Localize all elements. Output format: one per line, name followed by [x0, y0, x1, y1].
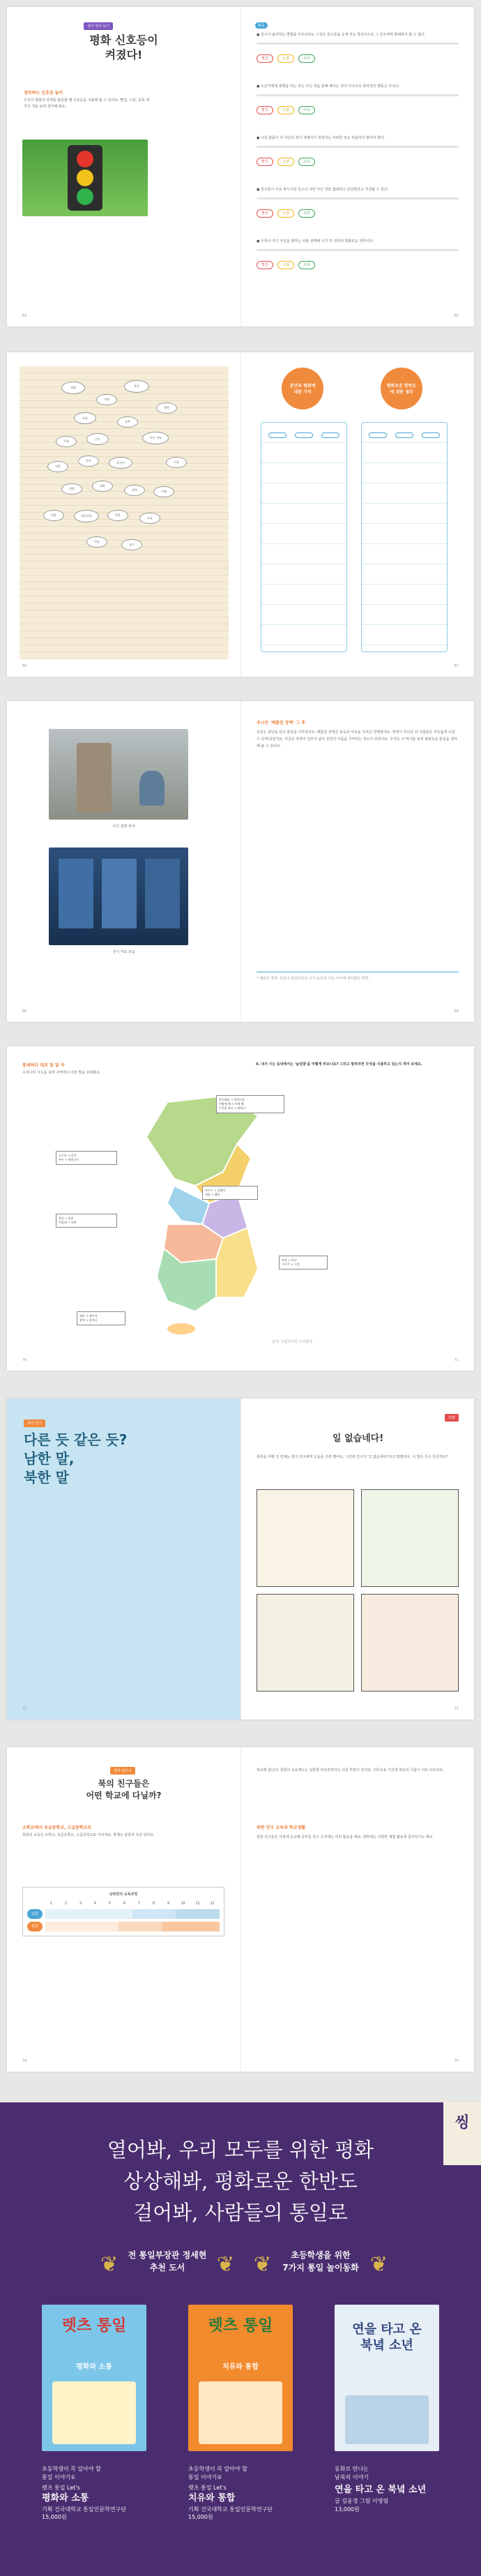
page-number: 66 [22, 664, 27, 668]
yellow-light-icon [77, 170, 93, 186]
word-bubble: 평화 [61, 382, 85, 394]
book-cover-subtitle: 치유와 통합 [222, 2363, 259, 2371]
dialect-box: 맛이에요 → 맛있어요 어떻게 해 → 어케 해 무엇을 하니 → 뭐하니 [216, 1095, 284, 1113]
photo-caption: 전시 자료 모습 [112, 950, 135, 954]
exhibit-panel [102, 859, 137, 928]
comic-panel [257, 1489, 354, 1587]
word-bubble: 분단 [78, 455, 99, 467]
dialect-box: 제주 → 제주어 할망 → 할머니 [77, 1311, 125, 1325]
grade-row [44, 1901, 220, 1907]
word-bubble: 통일 [124, 380, 149, 393]
body-text: 우리나라 지도를 보며 지역마다 다른 말을 살펴봐요. [22, 1071, 101, 1075]
word-bubble: 놀이 [121, 539, 142, 550]
book-price: 15,000원 [42, 2514, 67, 2521]
choice-row [257, 152, 459, 166]
choice-yellow[interactable]: 노랑 [277, 209, 294, 218]
spread-2 [7, 352, 474, 677]
question-3 [257, 135, 459, 166]
book-name: 연을 타고 온 북녘 소년 [335, 2485, 427, 2496]
answer-line [257, 94, 459, 96]
book-illustration [345, 2395, 429, 2444]
choice-yellow[interactable]: 노랑 [277, 54, 294, 63]
comic-intro: 북한을 여행 간 민재는 현지 친구에게 도움을 주려 했어요. 그런데 친구가 '일 없습네다!'라고 말했어요. 이 말은 무슨 뜻일까요? [257, 1455, 448, 1459]
section-heading: 우니은 '베를린 장벽' 그 후 [257, 721, 305, 725]
answer-line [257, 249, 459, 251]
grade-cell: 2 [64, 1901, 68, 1906]
page-title [24, 1431, 127, 1487]
section-badge: 생각 넓히기 [110, 1767, 135, 1775]
page-right [240, 7, 474, 326]
traffic-light-photo [22, 140, 148, 216]
page-number: 68 [22, 1009, 27, 1014]
choice-red[interactable]: 빨강 [257, 261, 273, 269]
question-2 [257, 84, 459, 114]
book-desc: 통일 이야기① [42, 2473, 76, 2480]
book-desc: 초등학생이 꼭 알아야 할 [42, 2466, 101, 2472]
spread-4 [7, 1046, 474, 1371]
statue [139, 771, 165, 806]
choice-green[interactable]: 초록 [298, 209, 315, 218]
title-line-1: 북의 친구들은 [98, 1779, 150, 1788]
word-bubble: 평양 [61, 483, 82, 495]
word-bubble: 교류 [139, 513, 160, 524]
section-heading: 통세허다 대로 및 달 자 [22, 1063, 65, 1068]
grade-cell: 8 [152, 1901, 155, 1906]
book-desc: 동화로 만나는 [335, 2466, 369, 2472]
choice-red[interactable]: 빨강 [257, 54, 273, 63]
question-text: ● 우리나 자기 자신을 범하는 사람 선택해 이기 각 일하여 평화로운 생각이다. [257, 239, 374, 243]
page-right-overlay [240, 1046, 474, 1371]
choice-red[interactable]: 빨강 [257, 158, 273, 166]
title-line-2: 남한 말, [24, 1450, 75, 1467]
book-publisher: 글 김윤경 그림 이영림 [335, 2498, 389, 2505]
grade-cell: 1 [49, 1901, 53, 1906]
headline-line-2: 상상해봐, 평화로운 한반도 [123, 2169, 358, 2193]
word-bubble: 협력 [124, 485, 145, 496]
book-info-3 [335, 2465, 446, 2513]
answer-line [257, 146, 459, 148]
pill-tag [369, 432, 387, 438]
book-name-prefix: 렛츠 통일 Let's [188, 2485, 227, 2492]
section-badge: 생각 열기 [24, 1419, 45, 1427]
pill-tag [295, 432, 313, 438]
book-illustration [199, 2381, 282, 2444]
activity-badge: 활동 [255, 22, 268, 29]
grade-cell: 5 [108, 1901, 112, 1906]
book-publisher: 기획 건국대학교 통일인문학연구단 [188, 2506, 273, 2513]
promo-banner [0, 2102, 481, 2576]
title-line-1: 평화 신호등이 [89, 33, 158, 47]
word-bubble: 전쟁 [96, 394, 117, 405]
label-circle-left: 분단과 평화에 대한 기억 [282, 368, 323, 409]
award-badge-1 [100, 2249, 234, 2277]
section-badge: 생각 열어 보기 [84, 22, 113, 30]
choice-row [257, 204, 459, 218]
body-text: 북한의 교육은 소학교, 초급중학교, 고급중학교로 이어져요. 학제는 남한과 조금 달라요. [22, 1833, 155, 1837]
book-cover-3[interactable] [335, 2305, 439, 2451]
page-number: 67 [454, 664, 459, 668]
photo-caption: 사진 설명 위치 [112, 824, 135, 829]
book-cover-title: 렛츠 통일 [208, 2317, 273, 2335]
book-cover-title: 연을 타고 온 북녘 소년 [352, 2322, 422, 2353]
page-number: 74 [22, 2059, 27, 2063]
spread-1 [7, 7, 474, 326]
red-light-icon [77, 151, 93, 167]
title-line-2: 어떤 학교에 다닐까? [86, 1790, 162, 1800]
choice-yellow[interactable]: 노랑 [277, 261, 294, 269]
book-desc: 통일 이야기② [188, 2473, 222, 2480]
grade-cell: 10 [181, 1901, 185, 1906]
map-source: 출처: 국립국어원 우리말샘 [272, 1340, 312, 1344]
photo-exhibit [49, 848, 188, 945]
jeju-island [167, 1323, 195, 1334]
choice-row [257, 100, 459, 114]
dialect-box: 부산 → 부산 거시기 → 그것 [279, 1256, 328, 1270]
page-left [7, 1747, 240, 2072]
pill-tag [422, 432, 440, 438]
award-line: 초등학생을 위한 [291, 2250, 351, 2260]
word-bubble: 자유 [74, 412, 96, 424]
headline-line-1: 열어봐, 우리 모두를 위한 평화 [107, 2138, 374, 2162]
education-table [22, 1887, 224, 1936]
word-bubble: 행복 [156, 402, 177, 414]
pill-tag [321, 432, 339, 438]
award-badge-2 [254, 2249, 388, 2277]
word-bubble: 사랑 [47, 461, 68, 472]
comic-panel [361, 1594, 459, 1692]
page-left [7, 1399, 240, 1719]
laurel-left-icon: ❦ [254, 2252, 272, 2277]
write-box-right[interactable] [361, 422, 448, 652]
footnote: * 베를린 장벽: 독일이 분단되었던 시기 동독과 서독 사이에 세워졌던 장벽. [257, 977, 369, 981]
page-number: 69 [454, 1009, 459, 1014]
book-cover-subtitle: 평화와 소통 [76, 2363, 112, 2371]
page-title [7, 1778, 240, 1802]
table-title: 남북한의 교육과정 [109, 1892, 138, 1897]
choice-green[interactable]: 초록 [298, 106, 315, 114]
exhibit-panel [59, 859, 93, 928]
question-text: ● 나의 물품이 나 자신의 것이 정해지기 전까지는 어떠한 것도 허용하지 말아야 한다. [257, 136, 385, 140]
question-4 [257, 187, 459, 218]
table-row [27, 1909, 220, 1919]
page-number: 64 [22, 314, 27, 318]
body-text: 독일은 분단을 딛고 통일을 이루었어요. 베를린 장벽은 동독과 서독을 가르던 경계였어요. 장벽이 무너진 뒤 사람들은 자유롭게 오갈 수 있게 되었지요. 지금은 장벽의 일부가 남아 분단의 아픔을 기억하는 장소가 되었어요. 우리도 이 역사를 보며 평화로운 통일을 생각해 볼 수 있어요. [257, 730, 457, 748]
comic-badge: 만화 [445, 1414, 459, 1422]
dialect-box: 옥수수 → 강냉이 내일 → 래일 [202, 1186, 258, 1200]
comic-title: 일 없습네다! [332, 1433, 384, 1444]
grade-cell: 4 [93, 1901, 97, 1906]
row-label: 남한 [27, 1909, 43, 1919]
choice-row [257, 49, 459, 63]
exhibit-panel [145, 859, 180, 928]
word-bubble: 서울 [166, 457, 187, 468]
book-price: 15,000원 [188, 2514, 213, 2521]
page-title [7, 33, 240, 63]
green-light-icon [77, 188, 93, 205]
choice-red[interactable]: 빨강 [257, 209, 273, 218]
question-1 [257, 32, 459, 63]
word-bubble: 미래 [153, 486, 174, 497]
word-bubble: 이산 가족 [142, 432, 169, 444]
series-corner-badge: 씽 [443, 2102, 481, 2165]
word-bubble: 만남 [86, 536, 107, 548]
comic-panel [257, 1594, 354, 1692]
spread-3 [7, 701, 474, 1022]
page-left [7, 7, 240, 326]
write-box-left[interactable] [261, 422, 347, 652]
row-label: 북한 [27, 1922, 43, 1931]
book-illustration [52, 2381, 136, 2444]
comic-panel [361, 1489, 459, 1587]
question-5 [257, 239, 459, 269]
laurel-right-icon: ❦ [216, 2252, 234, 2277]
word-bubble: 남북 [117, 416, 138, 428]
grade-cell: 12 [210, 1901, 215, 1906]
choice-green[interactable]: 초록 [298, 158, 315, 166]
word-bubble: 희망 [43, 510, 64, 521]
dialect-box: 울산 → 울싼 이렇게 → 이케 [56, 1214, 117, 1228]
spread-6 [7, 1747, 474, 2072]
stone-monument [77, 743, 112, 813]
body-text: 학교에 갑니다. 북한의 교육제도는 남한과 비슷하면서도 다른 부분이 있어요. 의무교육 기간과 학교의 이름이 서로 다르지요. [257, 1768, 444, 1772]
page-right [240, 1399, 474, 1719]
award-line: 전 통일부장관 정세현 [128, 2250, 207, 2260]
promo-headline [0, 2134, 481, 2229]
notebook-paper [20, 366, 229, 659]
spread-5 [7, 1399, 474, 1719]
row-bar [45, 1922, 220, 1931]
laurel-left-icon: ❦ [100, 2252, 119, 2277]
traffic-light [68, 145, 102, 211]
pill-tag [268, 432, 287, 438]
headline-line-3: 걸어봐, 사람들의 통일로 [133, 2200, 348, 2224]
page-right [240, 1747, 474, 2072]
choice-row [257, 255, 459, 269]
grade-cell: 7 [137, 1901, 141, 1906]
question-text: ● 누군가에게 폭행을 하는 것은 아닌 것을 통해 해치는 것이 아니므로 폭력적인 행동은 아니다. [257, 84, 400, 89]
book-desc: 초등학생이 꼭 알아야 할 [188, 2466, 247, 2472]
body-text: 북한 친구들은 아침에 등교해 공부를 하고 오후에는 여러 활동을 해요. 방학에는 다양한 체험 활동에 참여하기도 해요. [257, 1835, 434, 1839]
subheading: 소학교에서 초급중학교, 고급중학교로 [22, 1825, 92, 1830]
page-left [7, 352, 240, 677]
book-cover-title: 렛츠 통일 [61, 2317, 127, 2335]
book-info-1 [42, 2465, 153, 2522]
book-cover-1[interactable] [42, 2305, 146, 2451]
body-text: 우리가 평화의 상태를 판단할 때 신호등을 이용해 볼 수 있어요. 빨강, 노랑, 초록 세 가지 색을 보며 생각해 봐요. [24, 98, 149, 109]
photo-street-monument [49, 729, 188, 820]
question-text: 4. 내가 사는 동네에서는 '높임말'을 어떻게 부르나요? 그리고 말하자면 무엇을 사용하고 있는지 적어 보세요. [256, 1062, 422, 1067]
question-text: ● 친구가 싫어하는 별명을 부르더라도 그것은 친구들을 웃게 하는 장난이므로 그 친구에게 화해하지 말 수 없다. [257, 33, 426, 37]
page-right [240, 352, 474, 677]
page-right [240, 701, 474, 1022]
word-bubble: 휴전선 [109, 457, 132, 469]
choice-yellow[interactable]: 노랑 [277, 158, 294, 166]
word-bubble: 대한민국 [74, 510, 99, 522]
page-number: 75 [454, 2059, 459, 2063]
choice-red[interactable]: 빨강 [257, 106, 273, 114]
title-line-3: 북한 말 [24, 1469, 69, 1486]
word-bubble: 가족 [56, 436, 77, 447]
page-number: 65 [454, 314, 459, 318]
pill-tag [395, 432, 413, 438]
answer-line [257, 43, 459, 45]
grade-cell: 6 [123, 1901, 126, 1906]
page-left [7, 701, 240, 1022]
book-info-2 [188, 2465, 300, 2522]
label-circle-right: 평화로운 한반도에 대한 생각 [381, 368, 422, 409]
book-cover-2[interactable] [188, 2305, 293, 2451]
page-number: 72 [22, 1707, 27, 1711]
award-line: 추천 도서 [149, 2263, 185, 2273]
choice-yellow[interactable]: 노랑 [277, 106, 294, 114]
section-heading: 북한 친구 교육과 학교생활 [257, 1825, 306, 1830]
question-text: ● 친구들이 서로 싸우지만 있으니 나만 아닌 것만 없애려고 민감한다고 걱정될 수 있다. [257, 188, 389, 192]
subheading: 생각하는 신호등 놀이 [24, 91, 63, 96]
grade-cell: 3 [79, 1901, 82, 1906]
word-bubble: 북한 [107, 510, 128, 521]
word-bubble: 친구 [86, 433, 109, 445]
page-number: 71 [454, 1358, 459, 1362]
book-name-prefix: 렛츠 통일 Let's [42, 2485, 80, 2492]
laurel-right-icon: ❦ [369, 2252, 388, 2277]
grade-cell: 11 [195, 1901, 200, 1906]
row-bar [45, 1909, 220, 1919]
comic-strip [257, 1489, 459, 1692]
grade-cell: 9 [167, 1901, 170, 1906]
page-number: 70 [22, 1358, 27, 1362]
book-publisher: 기획 건국대학교 통일인문학연구단 [42, 2506, 127, 2513]
table-row [27, 1922, 220, 1931]
dialect-box: 고구마 → 감자 아이 → 에미나이 [56, 1151, 117, 1165]
book-desc: 남북의 이야기 [335, 2473, 369, 2480]
choice-green[interactable]: 초록 [298, 54, 315, 63]
page-number: 73 [454, 1707, 459, 1711]
book-name: 치유와 통합 [188, 2492, 236, 2503]
choice-green[interactable]: 초록 [298, 261, 315, 269]
answer-line [257, 197, 459, 199]
award-line: 7가지 통일 놀이동화 [282, 2263, 359, 2273]
title-line-1: 다른 듯 같은 듯? [24, 1431, 128, 1448]
book-price: 13,000원 [335, 2506, 360, 2513]
word-bubble: 대화 [92, 481, 113, 492]
book-name: 평화와 소통 [42, 2492, 89, 2503]
title-line-2: 켜졌다! [105, 47, 143, 61]
